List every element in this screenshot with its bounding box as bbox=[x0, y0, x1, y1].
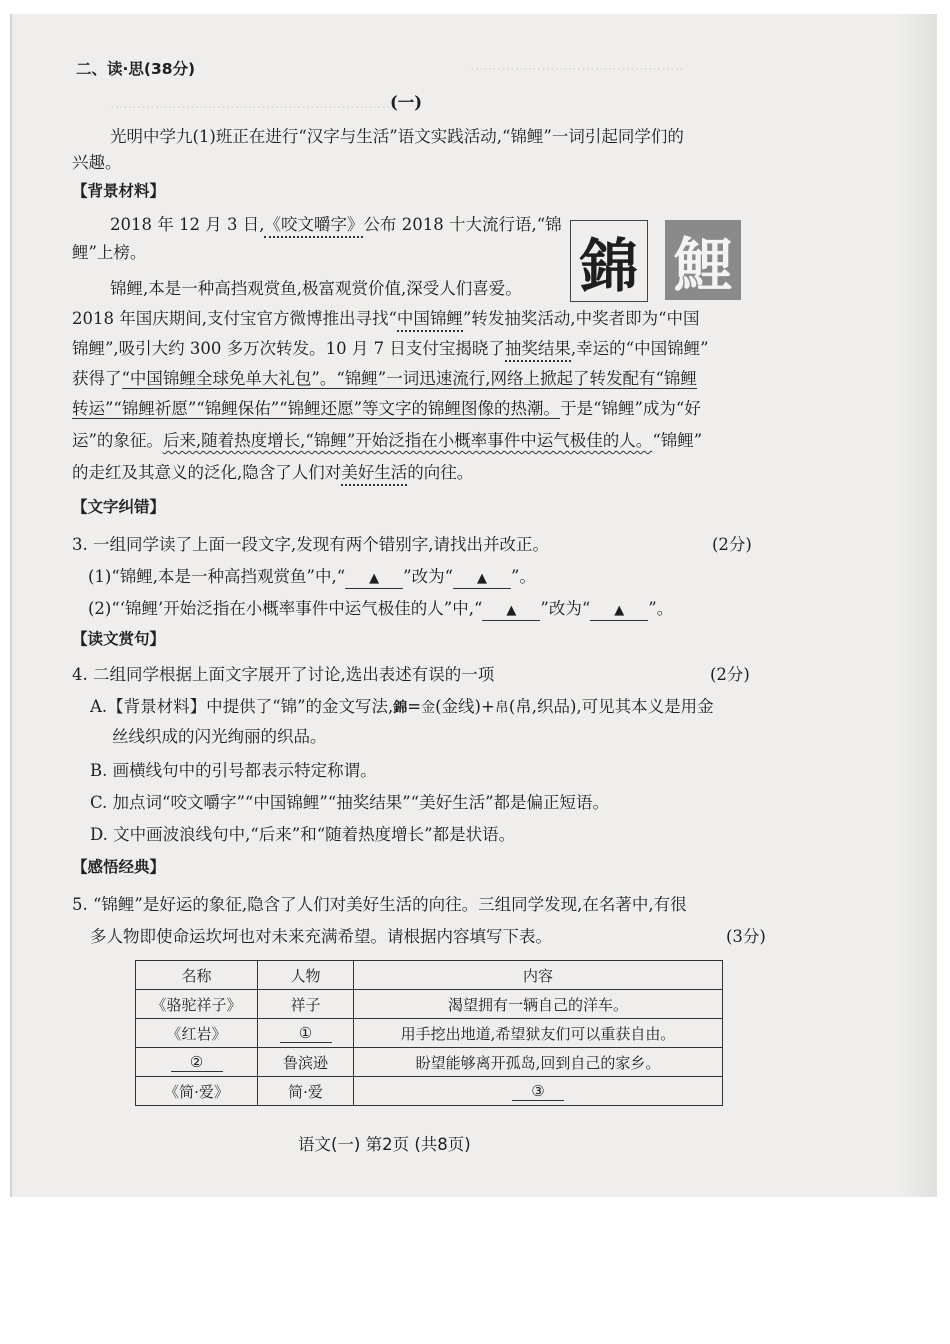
classic-heading: 【感悟经典】 bbox=[72, 858, 166, 876]
bg-para-3f: 的走红及其意义的泛化,隐含了人们对美好生活的向往。 bbox=[72, 462, 473, 484]
table-row bbox=[136, 1019, 723, 1048]
bleed-through: ················································ bbox=[470, 62, 684, 78]
page-footer: 语文(一) 第2页 (共8页) bbox=[298, 1135, 471, 1154]
bg-para-3c: 获得了“中国锦鲤全球免单大礼包”。“锦鲤”一词迅速流行,网络上掀起了转发配有“锦鲤 bbox=[72, 369, 697, 388]
q3-score: (2分) bbox=[712, 535, 752, 554]
table-cell-blank-2[interactable]: ② bbox=[136, 1048, 258, 1077]
bg-heading: 【背景材料】 bbox=[72, 182, 166, 200]
read-heading: 【读文赏句】 bbox=[72, 630, 166, 648]
table-header-row bbox=[136, 961, 723, 990]
part-label: (一) bbox=[390, 93, 423, 112]
q3-sub-1: (1)“锦鲤,本是一种高挡观赏鱼”中,“ ▲ ”改为“ ▲ ”。 bbox=[88, 566, 536, 589]
q3-blank[interactable]: ▲ bbox=[482, 602, 540, 621]
table-cell-blank-3[interactable]: ③ bbox=[354, 1077, 723, 1106]
table-cell: 渴望拥有一辆自己的洋车。 bbox=[354, 990, 723, 1019]
table-cell: 简·爱 bbox=[258, 1077, 354, 1106]
table-cell: 用手挖出地道,希望狱友们可以重获自由。 bbox=[354, 1019, 723, 1048]
seal-jin-image: 錦 bbox=[570, 220, 648, 302]
q3-stem: 3. 一组同学读了上面一段文字,发现有两个错别字,请找出并改正。 bbox=[72, 535, 549, 554]
bg-para-1a: 2018 年 12 月 3 日,《咬文嚼字》公布 2018 十大流行语,“锦 bbox=[110, 214, 562, 236]
table-cell: 鲁滨逊 bbox=[258, 1048, 354, 1077]
q4-option-d: D. 文中画波浪线句中,“后来”和“随着热度增长”都是状语。 bbox=[90, 825, 516, 844]
bg-para-3e: 运”的象征。后来,随着热度增长,“锦鲤”开始泛指在小概率事件中运气极佳的人。“锦鲤” bbox=[72, 431, 703, 450]
q5-table bbox=[135, 960, 723, 1106]
table-cell-blank-1[interactable]: ① bbox=[258, 1019, 354, 1048]
q3-blank[interactable]: ▲ bbox=[453, 570, 511, 589]
q5-line-1: 5. “锦鲤”是好运的象征,隐含了人们对美好生活的向往。三组同学发现,在名著中,有很 bbox=[72, 895, 687, 914]
intro-line-2: 兴趣。 bbox=[72, 153, 122, 172]
q4-option-b: B. 画横线句中的引号都表示特定称谓。 bbox=[90, 761, 377, 780]
q3-sub-2: (2)“‘锦鲤’开始泛指在小概率事件中运气极佳的人”中,“ ▲ ”改为“ ▲ ”。 bbox=[88, 598, 673, 621]
seal-li-image: 鯉 bbox=[665, 220, 741, 300]
q4-stem: 4. 二组同学根据上面文字展开了讨论,选出表述有误的一项 bbox=[72, 665, 495, 684]
bg-para-3d: 转运”“锦鲤祈愿”“锦鲤保佑”“锦鲤还愿”等文字的锦鲤图像的热潮。于是“锦鲤”成为“好 bbox=[72, 399, 701, 418]
bg-para-3a: 2018 年国庆期间,支付宝官方微博推出寻找“中国锦鲤”转发抽奖活动,中奖者即为“中国 bbox=[72, 308, 700, 330]
bg-para-1b: 鲤”上榜。 bbox=[72, 243, 147, 262]
bg-para-2: 锦鲤,本是一种高挡观赏鱼,极富观赏价值,深受人们喜爱。 bbox=[110, 279, 522, 298]
table-row bbox=[136, 1077, 723, 1106]
section-title: 二、读·思(38分) bbox=[76, 60, 196, 78]
intro-line-1: 光明中学九(1)班正在进行“汉字与生活”语文实践活动,“锦鲤”一词引起同学们的 bbox=[110, 127, 684, 146]
table-cell: 祥子 bbox=[258, 990, 354, 1019]
column-header: 内容 bbox=[354, 961, 723, 990]
bg-para-3b: 锦鲤”,吸引大约 300 多万次转发。10 月 7 日支付宝揭晓了抽奖结果,幸运的“中国锦鲤” bbox=[72, 338, 709, 360]
column-header: 人物 bbox=[258, 961, 354, 990]
q5-score: (3分) bbox=[726, 927, 766, 946]
q4-option-a: A.【背景材料】中提供了“锦”的金文写法,錦=金(金线)+帛(帛,织品),可见其本义是用金 bbox=[90, 697, 714, 716]
table-cell: 《红岩》 bbox=[136, 1019, 258, 1048]
q5-line-2: 多人物即使命运坎坷也对未来充满希望。请根据内容填写下表。 bbox=[90, 927, 552, 946]
q4-option-c: C. 加点词“咬文嚼字”“中国锦鲤”“抽奖结果”“美好生活”都是偏正短语。 bbox=[90, 793, 610, 812]
table-cell: 《骆驼祥子》 bbox=[136, 990, 258, 1019]
q3-blank[interactable]: ▲ bbox=[590, 602, 648, 621]
bleed-through: ································································ bbox=[110, 100, 395, 116]
q4-option-a-cont: 丝线织成的闪光绚丽的织品。 bbox=[112, 727, 327, 746]
table-row bbox=[136, 1048, 723, 1077]
q4-score: (2分) bbox=[710, 665, 750, 684]
table-cell: 《简·爱》 bbox=[136, 1077, 258, 1106]
corr-heading: 【文字纠错】 bbox=[72, 498, 166, 516]
column-header: 名称 bbox=[136, 961, 258, 990]
table-cell: 盼望能够离开孤岛,回到自己的家乡。 bbox=[354, 1048, 723, 1077]
table-row bbox=[136, 990, 723, 1019]
q3-blank[interactable]: ▲ bbox=[345, 570, 403, 589]
